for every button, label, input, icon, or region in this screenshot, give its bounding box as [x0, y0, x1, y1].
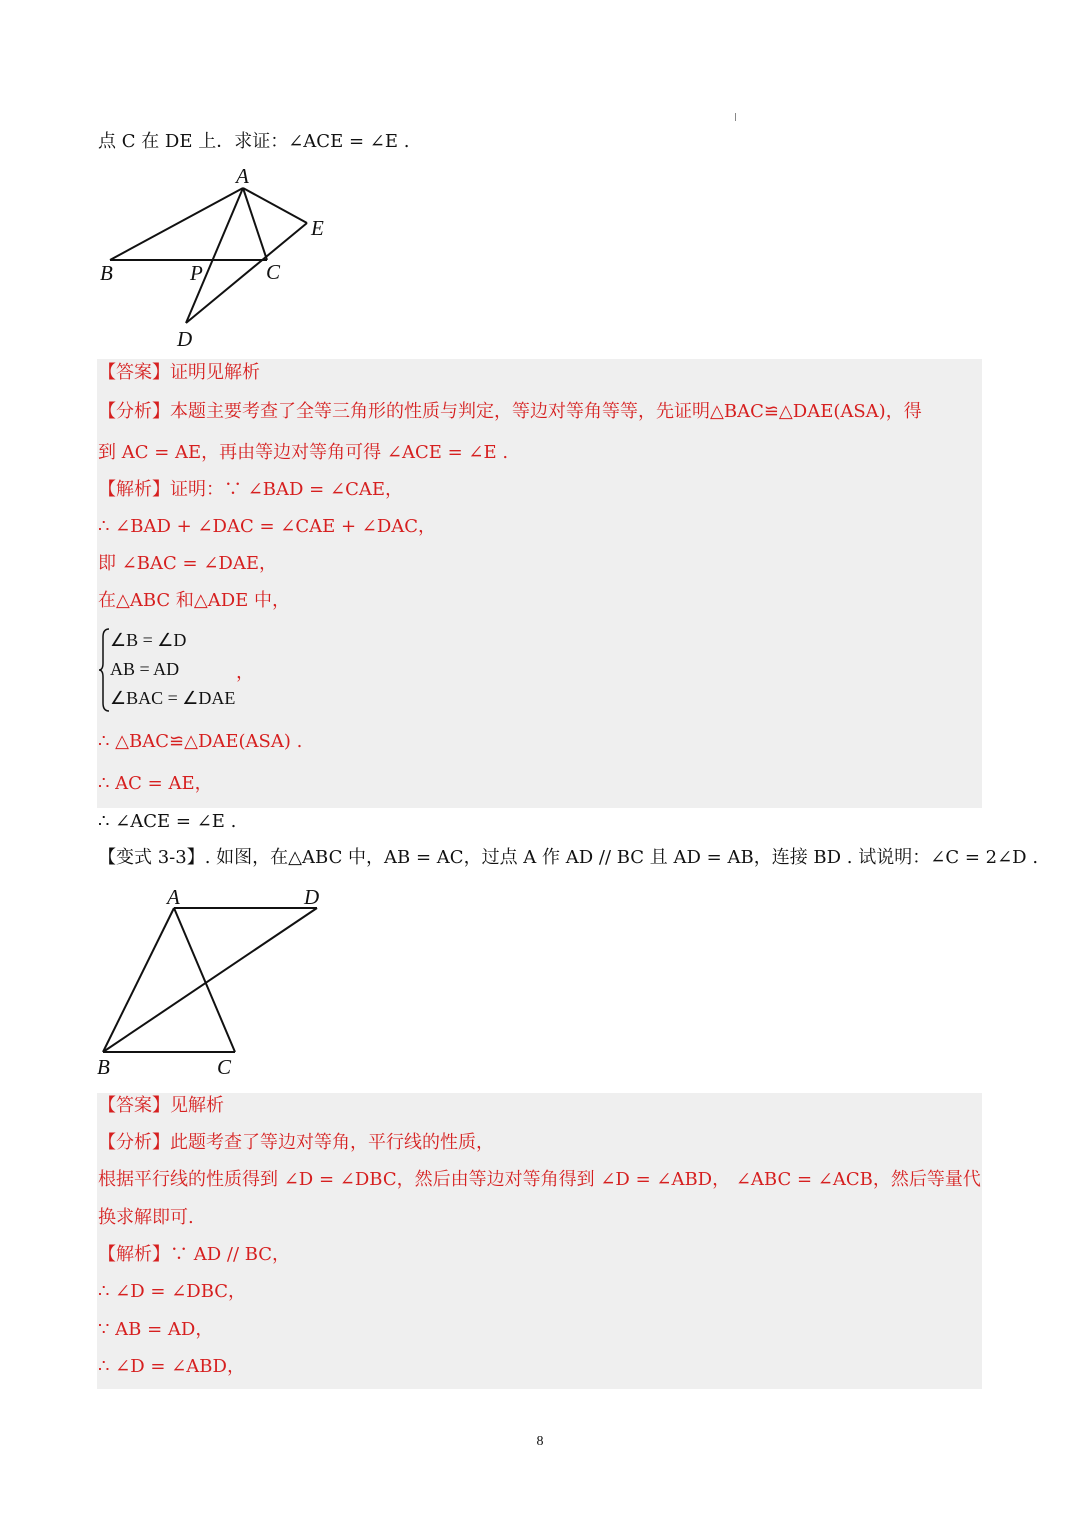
- fig1-label-B: B: [100, 261, 113, 285]
- solution2-explain: [98, 1243, 290, 1267]
- solution2-step3: ∴ ∠D = ∠ABD，: [98, 1356, 245, 1377]
- page-number: 8: [536, 1434, 544, 1449]
- solution1-step1: ∴ ∠BAD + ∠DAC = ∠CAE + ∠DAC，: [98, 516, 437, 537]
- fig2-segment-AC: [174, 908, 235, 1052]
- answer-text: 证明见解析: [170, 362, 260, 383]
- solution2-step1: ∴ ∠D = ∠DBC，: [98, 1281, 247, 1302]
- explain-text: 证明：∵ ∠BAD = ∠CAE，: [170, 479, 403, 500]
- solution1-step4: ∴ △BAC≌△DAE(ASA) .: [98, 731, 303, 752]
- analysis-text: 本题主要考查了全等三角形的性质与判定，等边对等角等等，先证明△BAC≌△DAE(ASA)，得: [170, 401, 922, 422]
- solution2-answer: [98, 1094, 224, 1118]
- solution1-step2: 即 ∠BAC = ∠DAE，: [98, 553, 277, 574]
- analysis-text-cont: 到 AC = AE，再由等边对等角可得 ∠ACE = ∠E .: [98, 442, 509, 463]
- fig2-label-A: A: [167, 885, 180, 909]
- fig2-segment-AB: [103, 908, 174, 1052]
- analysis-text: 此题考查了等边对等角，平行线的性质，: [170, 1132, 494, 1153]
- explain-tag: 【解析】: [98, 479, 170, 500]
- answer-tag: 【答案】: [98, 362, 170, 383]
- problem2-text: . 如图，在△ABC 中，AB = AC，过点 A 作 AD // BC 且 AD = AB，连接 BD . 试说明：∠C = 2∠D .: [204, 847, 1039, 868]
- system-row-3: ∠BAC = ∠DAE: [110, 688, 236, 708]
- solution2-analysis-line1: [98, 1131, 494, 1155]
- fig1-label-C: C: [266, 260, 281, 284]
- fig1-segment-AD: [186, 188, 243, 323]
- system-comma: ，: [236, 662, 254, 682]
- solution2-analysis-line3: 换求解即可.: [98, 1207, 194, 1228]
- solution1-analysis-line2: [98, 441, 508, 465]
- solution2-analysis-line2: 根据平行线的性质得到 ∠D = ∠DBC，然后由等边对等角得到 ∠D = ∠ABD， ∠ABC = ∠ACB，然后等量代: [98, 1169, 981, 1190]
- analysis-tag: 【分析】: [98, 1132, 170, 1153]
- solution1-step6: ∴ ∠ACE = ∠E .: [98, 811, 237, 832]
- fig1-label-P: P: [190, 261, 203, 285]
- fig2-label-B: B: [97, 1055, 110, 1079]
- figure1-triangles: [97, 160, 337, 355]
- solution2-step2: ∵ AB = AD，: [98, 1319, 214, 1340]
- fig1-label-D: D: [177, 327, 193, 351]
- fig1-segment-DE: [186, 223, 307, 323]
- answer-text: 见解析: [170, 1095, 224, 1116]
- fig2-label-C: C: [217, 1055, 232, 1079]
- analysis-tag: 【分析】: [98, 401, 170, 422]
- solution1-analysis-line1: [98, 400, 922, 424]
- explain-tag: 【解析】: [98, 1244, 170, 1265]
- problem2-tag: 【变式 3-3】: [98, 847, 205, 868]
- problem1-statement: 点 C 在 DE 上．求证：∠ACE = ∠E .: [98, 131, 410, 152]
- system-row-1: ∠B = ∠D: [110, 630, 187, 650]
- figure2-triangle: [95, 880, 335, 1080]
- answer-tag: 【答案】: [98, 1095, 170, 1116]
- fig2-segment-BD: [103, 908, 317, 1052]
- system-row-2: AB = AD: [110, 659, 180, 679]
- solution1-explain: [98, 478, 403, 502]
- fig2-label-D: D: [304, 885, 320, 909]
- explain-text: ∵ AD // BC，: [170, 1244, 291, 1265]
- solution1-step5: ∴ AC = AE，: [98, 773, 213, 794]
- fig1-label-E: E: [311, 216, 324, 240]
- fig1-segment-BA: [110, 188, 243, 260]
- solution1-answer: [98, 361, 260, 385]
- solution1-step3: 在△ABC 和△ADE 中，: [98, 590, 291, 611]
- problem2-statement: [98, 846, 1038, 870]
- header-mark: [735, 113, 736, 121]
- fig1-label-A: A: [236, 164, 249, 188]
